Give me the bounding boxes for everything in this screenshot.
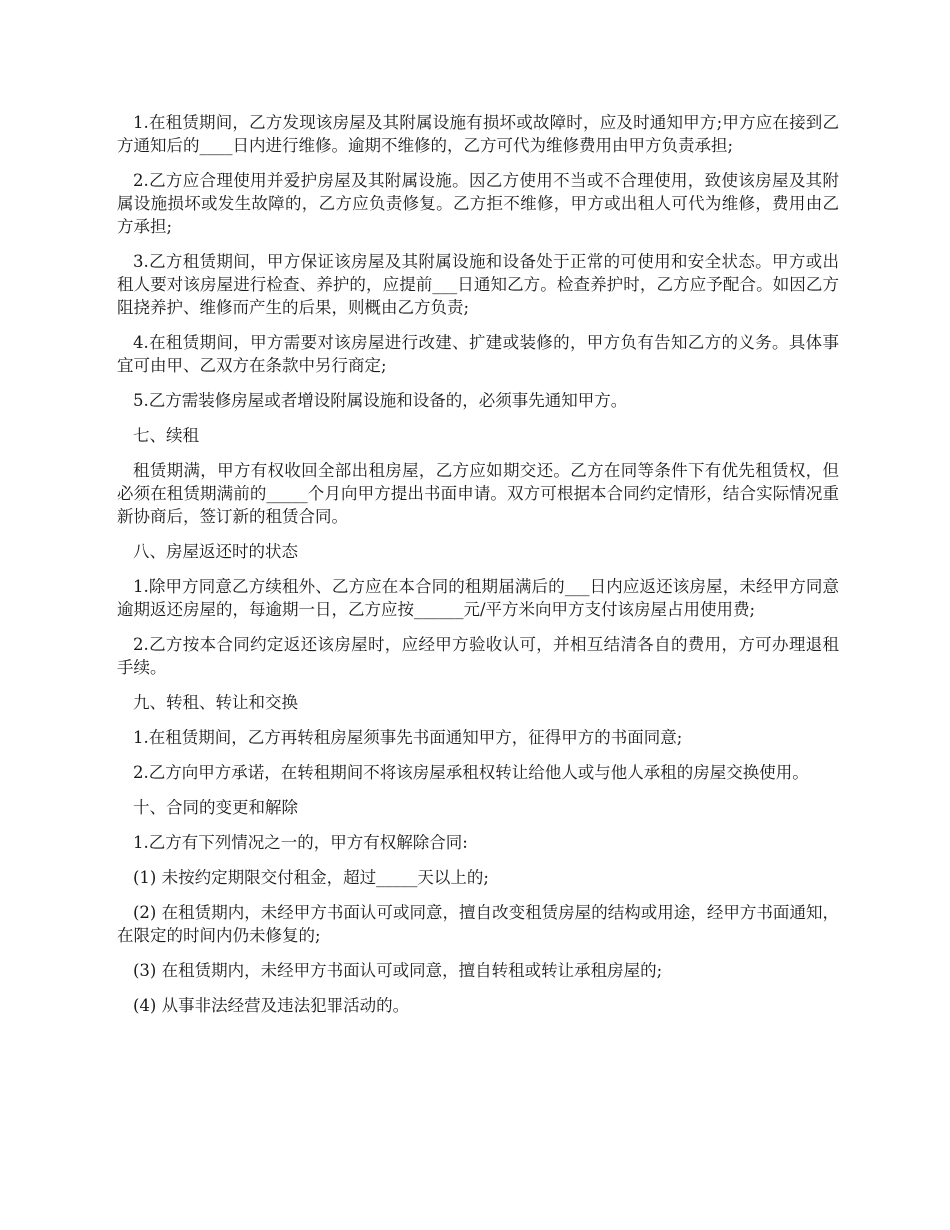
clause-9-2: 2.乙方向甲方承诺，在转租期间不将该房屋承租权转让给他人或与他人承租的房屋交换使用。 (133, 763, 809, 782)
clause-6-1: 1.在租赁期间，乙方发现该房屋及其附属设施有损坏或故障时，应及时通知甲方;甲方应在接到乙方通知后的____日内进行维修。逾期不维修的，乙方可代为维修费用由甲方负责承担; (117, 113, 839, 155)
clause-8-2: 2.乙方按本合同约定返还该房屋时，应经甲方验收认可，并相互结清各自的费用，方可办理退租手续。 (117, 635, 839, 677)
section-10-heading: 十、合同的变更和解除 (133, 798, 298, 817)
clause-7-body: 租赁期满，甲方有权收回全部出租房屋，乙方应如期交还。乙方在同等条件下有优先租赁权，但必须在租赁期满前的_____个月向甲方提出书面申请。双方可根据本合同约定情形，结合实际情况重新协商后，签订新的租赁合同。 (117, 461, 839, 526)
clause-6-3: 3.乙方租赁期间，甲方保证该房屋及其附属设施和设备处于正常的可使用和安全状态。甲方或出租人要对该房屋进行检查、养护的，应提前___日通知乙方。检查养护时，乙方应予配合。如因乙方阻挠养护、维修而产生的后果，则概由乙方负责; (117, 252, 839, 317)
clause-9-1: 1.在租赁期间，乙方再转租房屋须事先书面通知甲方，征得甲方的书面同意; (133, 728, 683, 747)
clause-10-1-2: (2) 在租赁期内，未经甲方书面认可或同意，擅自改变租赁房屋的结构或用途，经甲方书面通知，在限定的时间内仍未修复的; (117, 903, 839, 945)
clause-10-1-4: (4) 从事非法经营及违法犯罪活动的。 (133, 996, 410, 1015)
clause-10-1: 1.乙方有下列情况之一的，甲方有权解除合同: (133, 833, 468, 852)
clause-8-1: 1.除甲方同意乙方续租外、乙方应在本合同的租期届满后的___日内应返还该房屋，未经甲方同意逾期返还房屋的，每逾期一日，乙方应按______元/平方米向甲方支付该房屋占用使用费; (117, 577, 839, 619)
clause-6-2: 2.乙方应合理使用并爱护房屋及其附属设施。因乙方使用不当或不合理使用，致使该房屋及其附属设施损坏或发生故障的，乙方应负责修复。乙方拒不维修，甲方或出租人可代为维修，费用由乙方承担; (117, 171, 839, 236)
clause-10-1-1: (1) 未按约定期限交付租金，超过_____天以上的; (133, 868, 489, 887)
clause-6-4: 4.在租赁期间，甲方需要对该房屋进行改建、扩建或装修的，甲方负有告知乙方的义务。具体事宜可由甲、乙双方在条款中另行商定; (117, 333, 839, 375)
clause-6-5: 5.乙方需装修房屋或者增设附属设施和设备的，必须事先通知甲方。 (133, 391, 628, 410)
section-7-heading: 七、续租 (133, 426, 199, 445)
clause-10-1-3: (3) 在租赁期内，未经甲方书面认可或同意，擅自转租或转让承租房屋的; (133, 961, 663, 980)
section-9-heading: 九、转租、转让和交换 (133, 693, 298, 712)
section-8-heading: 八、房屋返还时的状态 (133, 542, 298, 561)
document-page (117, 111, 839, 1029)
